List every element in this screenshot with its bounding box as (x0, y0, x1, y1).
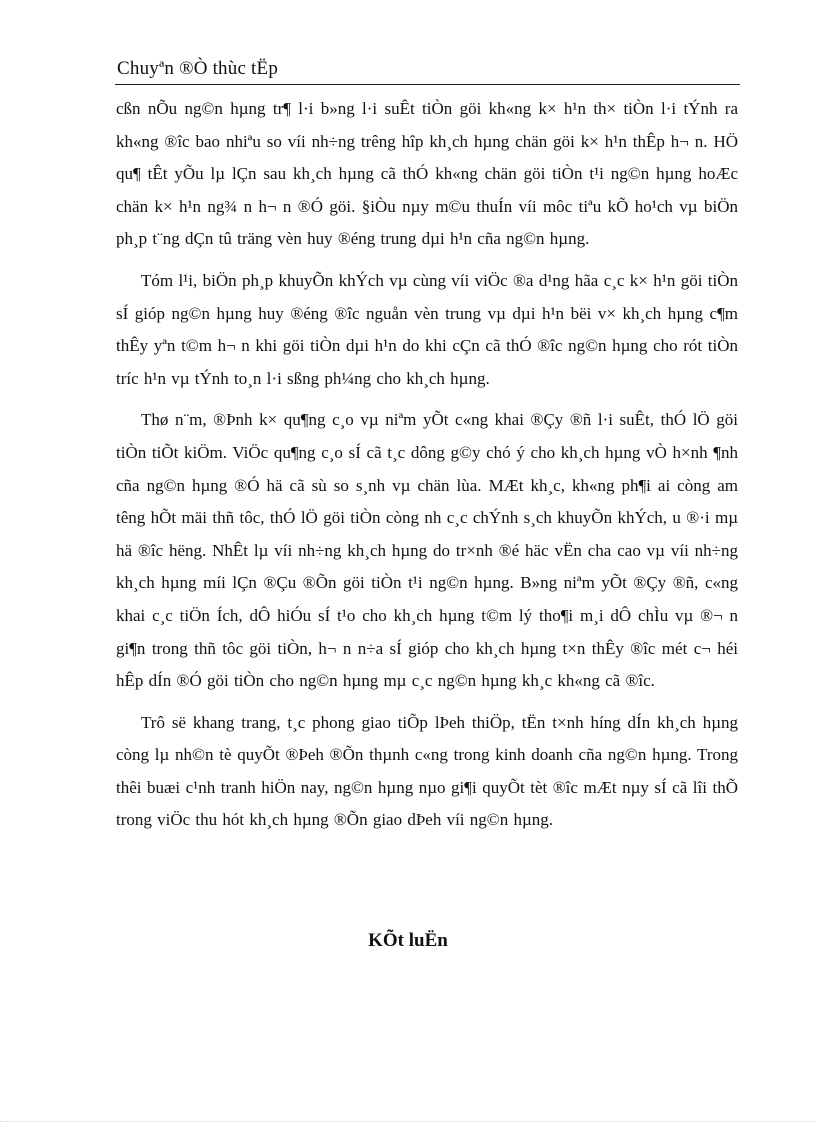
paragraph-summary: Tóm l¹i, biÖn ph¸p khuyÕn khÝch vµ cùng víi viÖc ®a d¹ng hãa c¸c k× h¹n göi tiÒn sÍ gióp ng©n hµng huy ®éng ®îc nguån vèn trung vµ dµi h¹n bëi v× kh¸ch hµng c¶m thÊy yªn t©m h¬ n khi göi tiÒn dµi h¹n do khi cÇn cã thÓ ®îc ng©n hµng cho rót tiÒn tríc h¹n vµ tÝnh to¸n l·i sßng ph¼ng cho kh¸ch hµng. (116, 270, 738, 388)
page-bottom-border (0, 1121, 816, 1122)
document-body (116, 93, 738, 846)
section-heading-conclusion: KÕt luËn (368, 930, 448, 951)
header-divider (115, 84, 740, 85)
paragraph-fifth-point: Thø n¨m, ®Þnh k× qu¶ng c¸o vµ niªm yÕt c«ng khai ®Çy ®ñ l·i suÊt, thÓ lÖ göi tiÒn tiÕt kiÖm. ViÖc qu¶ng c¸o sÍ cã t¸c dông g©y chó ý cho kh¸ch hµng vÒ h×nh ¶nh cña ng©n hµng ®Ó hä cã sù so s¸nh vµ chän lùa. MÆt kh¸c, kh«ng ph¶i ai còng am têng hÕt mäi thñ tôc, thÓ lÖ göi tiÒn còng nh c¸c chÝnh s¸ch khuyÕn khÝch, u ®·i mµ hä ®îc hëng. NhÊt lµ víi nh÷ng kh¸ch hµng do tr×nh ®é häc vËn cha cao vµ víi nh÷ng kh¸ch hµng míi lÇn ®Çu ®Õn göi tiÒn t¹i ng©n hµng. B»ng niªm yÕt ®Çy ®ñ, c«ng khai c¸c tiÖn Ích, dÔ hiÓu sÍ t¹o cho kh¸ch hµng t©m lý tho¶i m¸i dÔ chÌu vµ ®¬ n gi¶n trong thñ tôc göi tiÒn, h¬ n n÷a sÍ gióp cho kh¸ch hµng t×n thÊy ®îc mét c¬ héi hÊp dÍn ®Ó göi tiÒn cho ng©n hµng mµ c¸c ng©n hµng kh¸c kh«ng cã ®îc. (116, 410, 738, 691)
page-header-title: Chuyªn ®Ò thùc tËp (117, 58, 279, 79)
paragraph-continuation: cßn nÕu ng©n hµng tr¶ l·i b»ng l·i suÊt tiÒn göi kh«ng k× h¹n th× tiÒn l·i tÝnh ra kh«ng ®îc bao nhiªu so víi nh÷ng trêng hîp kh¸ch hµng chän göi k× h¹n thÊp h¬ n. HÖ qu¶ tÊt yÕu lµ lÇn sau kh¸ch hµng cã thÓ kh«ng chän göi tiÒn t¹i ng©n hµng hoÆc chän k× h¹n ng¾ n h¬ n ®Ó göi. §iÒu nµy m©u thuÍn víi môc tiªu kÕ ho¹ch vµ biÖn ph¸p t¨ng dÇn tû träng vèn huy ®éng trung dµi h¹n cña ng©n hµng. (116, 99, 738, 249)
paragraph-office-manner: Trô së khang trang, t¸c phong giao tiÕp lÞeh thiÖp, tËn t×nh híng dÍn kh¸ch hµng còng lµ nh©n tè quyÕt ®Þeh ®Õn thµnh c«ng trong kinh doanh cña ng©n hµng. Trong thêi buæi c¹nh tranh hiÖn nay, ng©n hµng nµo gi¶i quyÕt tèt ®îc mÆt nµy sÍ cã lîi thÕ trong viÖc thu hót kh¸ch hµng ®Õn giao dÞeh víi ng©n hµng. (116, 712, 738, 830)
